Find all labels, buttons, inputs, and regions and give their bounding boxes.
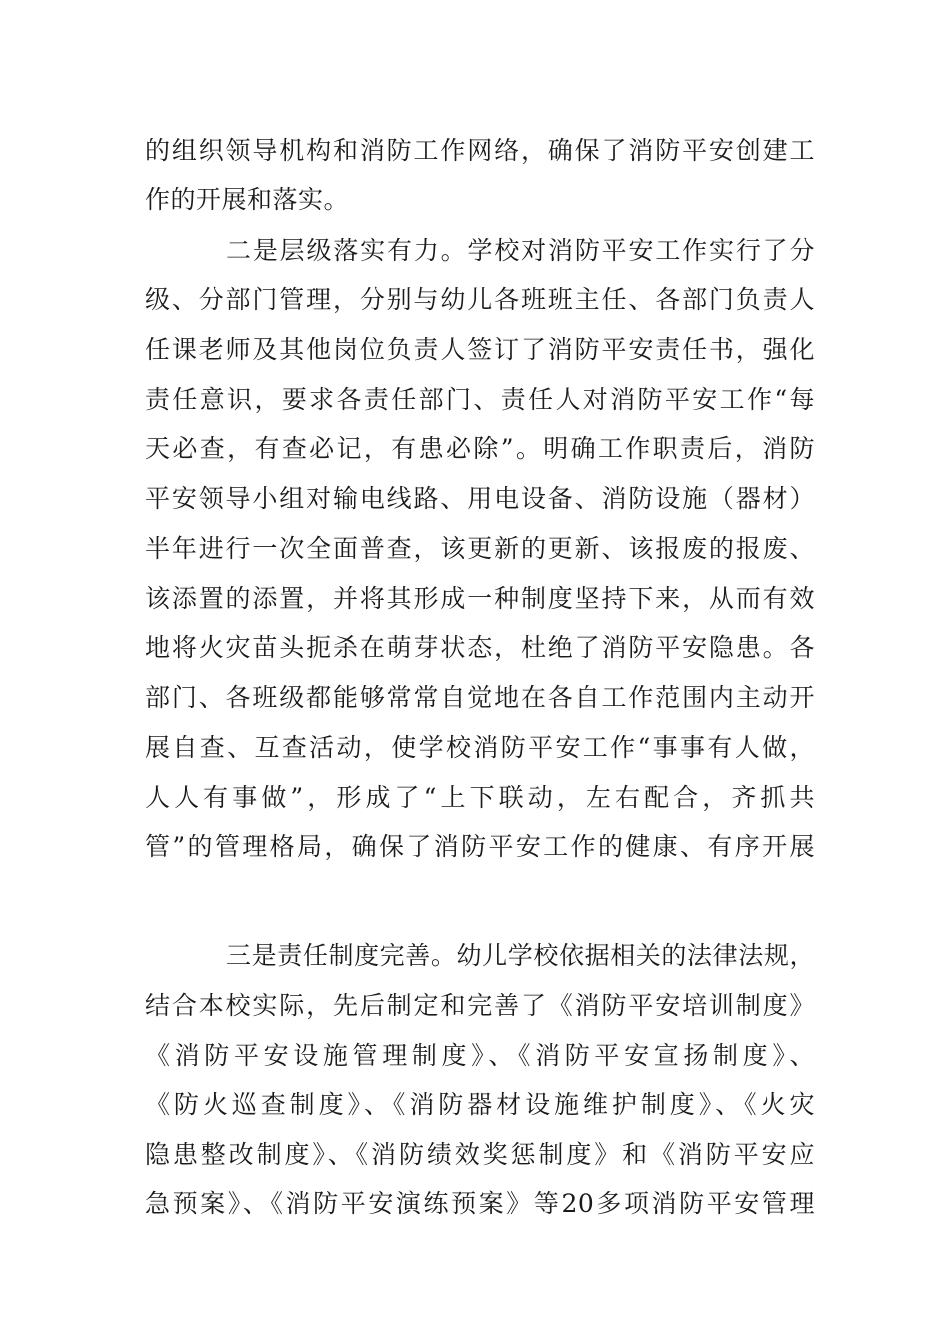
paragraph-line: 的组织领导机构和消防工作网络，确保了消防平安创建工 (145, 136, 815, 165)
paragraph-line: 《防火巡查制度》、《消防器材设施维护制度》、《火灾 (145, 1090, 815, 1119)
paragraph-line: 人人有事做”，形成了“上下联动，左右配合，齐抓共 (145, 783, 815, 812)
paragraph-line: 管”的管理格局，确保了消防平安工作的健康、有序开展 (145, 832, 815, 861)
paragraph-line: 该添置的添置，并将其形成一种制度坚持下来，从而有效 (145, 584, 815, 613)
paragraph-line: 任课老师及其他岗位负责人签订了消防平安责任书，强化 (145, 335, 815, 364)
paragraph-line: 部门、各班级都能够常常自觉地在各自工作范围内主动开 (145, 683, 815, 712)
paragraph-line: 平安领导小组对输电线路、用电设备、消防设施（器材） (145, 484, 815, 513)
paragraph-line: 级、分部门管理，分别与幼儿各班班主任、各部门负责人 (145, 285, 815, 314)
paragraph-line: 责任意识，要求各责任部门、责任人对消防平安工作“每 (145, 385, 815, 414)
paragraph-line: 《消防平安设施管理制度》、《消防平安宣扬制度》、 (145, 1041, 815, 1070)
paragraph-line: 天必查，有查必记，有患必除”。明确工作职责后，消防 (145, 434, 815, 463)
paragraph-line: 半年进行一次全面普查，该更新的更新、该报废的报废、 (145, 534, 815, 563)
paragraph-line: 急预案》、《消防平安演练预案》等20多项消防平安管理 (145, 1189, 815, 1218)
paragraph-line: 三是责任制度完善。幼儿学校依据相关的法律法规， (226, 941, 815, 970)
paragraph-line: 隐患整改制度》、《消防绩效奖惩制度》和《消防平安应 (145, 1140, 815, 1169)
paragraph-line: 作的开展和落实。 (145, 185, 350, 214)
paragraph-line: 二是层级落实有力。学校对消防平安工作实行了分 (226, 236, 815, 265)
paragraph-line: 展自查、互查活动，使学校消防平安工作“事事有人做， (145, 733, 815, 762)
paragraph-line: 地将火灾苗头扼杀在萌芽状态，杜绝了消防平安隐患。各 (145, 633, 815, 662)
paragraph-line: 结合本校实际，先后制定和完善了《消防平安培训制度》 (145, 991, 815, 1020)
